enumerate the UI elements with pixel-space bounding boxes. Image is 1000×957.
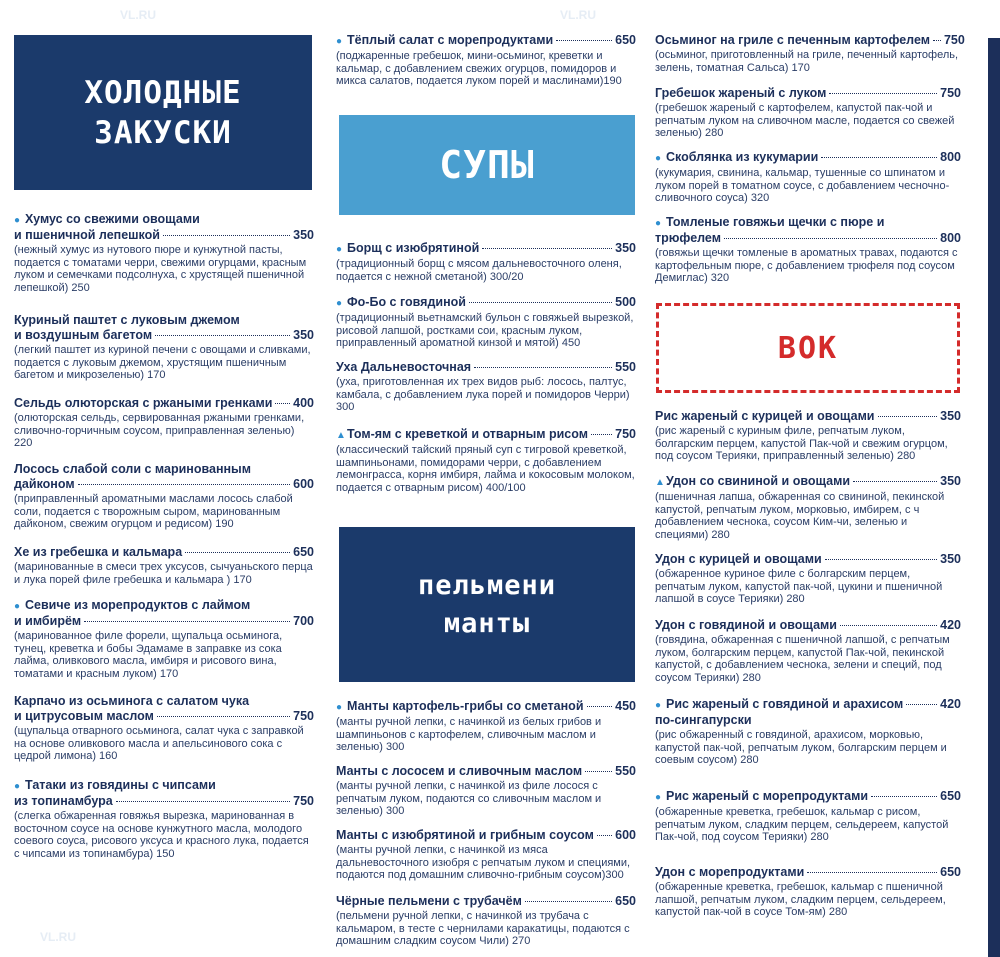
menu-item-description: (гребешок жареный с картофелем, капустой пак-чой и репчатым луком на сливочном масле, подается со свежей зеленью) 280 bbox=[655, 102, 955, 140]
menu-item-title bbox=[14, 598, 314, 614]
menu-item-price: 700 bbox=[293, 614, 314, 628]
banner-line: пельмени bbox=[417, 569, 557, 601]
menu-item-description: (обжаренное куриное филе с болгарским перцем, репчатым луком, капустой пак-чой, цукини и пшеничной лапшой в соусе Терияки) 280 bbox=[655, 568, 943, 606]
menu-item-description: (легкий паштет из куриной печени с овощами и сливками, подается с луковым джемом, хрустящим пшеничным багетом и микрозеленью) 170 bbox=[14, 344, 311, 382]
menu-item-description: (осьминог, приготовленный на гриле, печенный картофель, зелень, томатная Сальса) 170 bbox=[655, 49, 959, 74]
menu-item-name: Борщ с изюбрятиной bbox=[347, 241, 480, 255]
leader-dots bbox=[853, 481, 937, 482]
menu-item-row bbox=[655, 474, 961, 490]
leader-dots bbox=[807, 872, 937, 873]
menu-item-row bbox=[14, 709, 314, 724]
banner-line: ХОЛОДНЫЕ bbox=[84, 74, 242, 111]
menu-item-title bbox=[655, 215, 961, 231]
leader-dots bbox=[585, 771, 612, 772]
menu-item-price: 750 bbox=[293, 709, 314, 723]
menu-item-row bbox=[14, 396, 314, 411]
menu-item-name: Чёрные пельмени с трубачём bbox=[336, 894, 522, 908]
menu-item-row bbox=[336, 33, 636, 49]
menu-item-row bbox=[655, 552, 961, 567]
menu-item-description: (обжаренные креветка, гребешок, кальмар с рисом, репчатым луком, сладким перцем, сельдереем, капустой Пак-чой, под соусом Терияки) 280 bbox=[655, 806, 949, 844]
menu-item-description: (маринованные в смеси трех уксусов, сычуаньского перца и лука порей филе гребешка и кальмара ) 170 bbox=[14, 561, 313, 586]
menu-item-price: 800 bbox=[940, 231, 961, 245]
menu-item-row bbox=[14, 614, 314, 629]
leader-dots bbox=[906, 704, 937, 705]
menu-item-row bbox=[655, 618, 961, 633]
menu-item-row bbox=[14, 328, 314, 343]
leader-dots bbox=[469, 302, 612, 303]
banner-line: ВОК bbox=[777, 330, 839, 366]
menu-item-row bbox=[14, 794, 314, 809]
menu-item-name: и пшеничной лепешкой bbox=[14, 228, 160, 242]
leader-dots bbox=[525, 901, 612, 902]
chef-hat-icon: ● bbox=[655, 700, 662, 711]
menu-item-price: 420 bbox=[940, 697, 961, 711]
watermark: VL.RU bbox=[40, 930, 76, 944]
leader-dots bbox=[825, 559, 937, 560]
menu-item-description: (пшеничная лапша, обжаренная со свининой, пекинской капустой, репчатым луком, морковью, имбирем, с ч добавлением чеснока, соусом Ким-чи, зеленью и специями) 280 bbox=[655, 491, 945, 541]
menu-item-name: Удон с курицей и овощами bbox=[655, 552, 822, 566]
menu-item bbox=[655, 33, 965, 74]
menu-item-price: 650 bbox=[615, 33, 636, 47]
leader-dots bbox=[829, 93, 937, 94]
menu-item-name: Уха Дальневосточная bbox=[336, 360, 472, 374]
menu-item-name: Рис жареный с курицей и овощами bbox=[655, 409, 875, 423]
menu-item bbox=[336, 828, 636, 882]
menu-item-price: 350 bbox=[615, 241, 636, 255]
menu-item bbox=[655, 215, 961, 285]
chef-hat-icon: ● bbox=[336, 298, 343, 309]
menu-item-price: 350 bbox=[293, 228, 314, 242]
leader-dots bbox=[724, 238, 937, 239]
menu-item-row bbox=[655, 789, 961, 805]
chef-hat-icon: ● bbox=[14, 781, 21, 792]
leader-dots bbox=[871, 796, 937, 797]
menu-item-price: 750 bbox=[293, 794, 314, 808]
menu-item-price: 350 bbox=[940, 409, 961, 423]
menu-item bbox=[655, 618, 961, 684]
menu-item-row bbox=[655, 86, 961, 101]
menu-item-description: (классический тайский пряный суп с тигровой креветкой, шампиньонами, помидорами черри, с добавлением лемонграсса, корня имбиря, лайма и кокосовым молоком, подается с отварным рисом) 400/100 bbox=[336, 444, 635, 494]
menu-item-name: Манты с изюбрятиной и грибным соусом bbox=[336, 828, 594, 842]
menu-item-row bbox=[336, 828, 636, 843]
leader-dots bbox=[587, 706, 613, 707]
menu-item-price: 600 bbox=[293, 477, 314, 491]
menu-item bbox=[14, 313, 314, 382]
menu-item-description: (слегка обжаренная говяжья вырезка, маринованная в восточном соусе на основе кунжутного масла, молодого соевого соуса, рисового уксуса и красного лука, подается с чипсами из топинамбура) 150 bbox=[14, 810, 309, 860]
menu-item-description: (рис обжаренный с говядиной, арахисом, морковью, капустой пак-чой, репчатым луком, болгарским перцем и соевым соусом) 280 bbox=[655, 729, 947, 767]
menu-item-name: Рис жареный с морепродуктами bbox=[666, 789, 869, 803]
menu-item bbox=[655, 697, 961, 767]
menu-item-description: (пельмени ручной лепки, с начинкой из трубача с кальмаром, в тесте с чернилами каракатицы, подаются с домашним сладким соусом Чили) 270 bbox=[336, 910, 630, 948]
menu-item-price: 420 bbox=[940, 618, 961, 632]
menu-item-description: (говяжьи щечки томленые в ароматных травах, подаются с картофельным пюре, с добавлением трюфеля под соусом Демиглас) 320 bbox=[655, 247, 958, 285]
menu-item bbox=[336, 33, 636, 88]
menu-item bbox=[14, 545, 314, 586]
menu-item-name: Удон с морепродуктами bbox=[655, 865, 805, 879]
menu-item bbox=[336, 764, 636, 818]
menu-item-row bbox=[655, 231, 961, 246]
menu-item-title: Куриный паштет с луковым джемом bbox=[14, 313, 240, 327]
menu-item-description: (традиционный вьетнамский бульон с говяжьей вырезкой, рисовой лапшой, ростками сои, красным луком, приправленный ароматной кинзой и мятой) 450 bbox=[336, 312, 634, 350]
menu-item-row bbox=[336, 295, 636, 311]
menu-item-description: (рис жареный с куриным филе, репчатым луком, болгарским перцем, капустой Пак-чой и свежим огурцом, под соусом Терияки, приправленный зеленью) 280 bbox=[655, 425, 948, 463]
watermark: VL.RU bbox=[560, 8, 596, 22]
menu-item bbox=[336, 295, 636, 350]
menu-item-name: Тёплый салат с морепродуктами bbox=[347, 33, 554, 47]
menu-item-description: (манты ручной лепки, с начинкой из филе лосося с репчатым луком, подаются со сливочным маслом и зеленью) 300 bbox=[336, 780, 602, 818]
menu-item-title: по-сингапурски bbox=[655, 713, 752, 727]
menu-item-title: Карпачо из осьминога с салатом чука bbox=[14, 694, 250, 708]
leader-dots bbox=[474, 367, 612, 368]
menu-item-name: Манты с лососем и сливочным маслом bbox=[336, 764, 583, 778]
menu-item-row bbox=[336, 699, 636, 715]
menu-item-row bbox=[336, 427, 636, 443]
menu-item-title-text: Севиче из морепродуктов с лаймом bbox=[25, 598, 251, 612]
chef-hat-icon: ● bbox=[336, 36, 343, 47]
menu-item-row bbox=[655, 409, 961, 424]
leader-dots bbox=[591, 434, 612, 435]
menu-item bbox=[336, 699, 636, 754]
chef-hat-icon: ● bbox=[336, 244, 343, 255]
menu-item-description: (манты ручной лепки, с начинкой из мяса дальневосточного изюбря с репчатым луком и специями, подаются под домашним сливочно-грибным соусом)300 bbox=[336, 844, 631, 882]
leader-dots bbox=[157, 716, 290, 717]
menu-item-title: Лосось слабой соли с маринованным bbox=[14, 462, 251, 476]
menu-item-price: 550 bbox=[615, 360, 636, 374]
menu-item-price: 750 bbox=[615, 427, 636, 441]
chef-hat-icon: ● bbox=[655, 218, 662, 229]
chef-hat-icon: ● bbox=[14, 601, 21, 612]
section-banner-cold-starters bbox=[14, 35, 312, 190]
menu-item-price: 350 bbox=[940, 552, 961, 566]
menu-item-price: 500 bbox=[615, 295, 636, 309]
menu-item-name: Удон с говядиной и овощами bbox=[655, 618, 837, 632]
menu-item-name: Рис жареный с говядиной и арахисом bbox=[666, 697, 904, 711]
menu-item-description: (олюторская сельдь, сервированная ржаными гренками, сливочно-горчичным соусом, приправленная зеленью) 220 bbox=[14, 412, 305, 450]
spicy-icon: ▲ bbox=[655, 477, 665, 488]
leader-dots bbox=[840, 625, 937, 626]
menu-item bbox=[655, 789, 961, 844]
menu-item bbox=[336, 360, 636, 414]
menu-item-description: (традиционный борщ с мясом дальневосточного оленя, подается с нежной сметаной) 300/20 bbox=[336, 258, 622, 283]
menu-item-row bbox=[655, 33, 965, 48]
chef-hat-icon: ● bbox=[655, 792, 662, 803]
leader-dots bbox=[556, 40, 612, 41]
spicy-icon: ▲ bbox=[336, 430, 346, 441]
menu-item-name: Том-ям с креветкой и отварным рисом bbox=[347, 427, 588, 441]
menu-item-name: и имбирём bbox=[14, 614, 82, 628]
menu-item-description: (приправленный ароматными маслами лосось слабой соли, подается с творожным сыром, маринованным дайконом, свежим огурцом и редисом) 190 bbox=[14, 493, 293, 531]
menu-item bbox=[336, 241, 636, 283]
menu-item-title bbox=[14, 778, 314, 794]
chef-hat-icon: ● bbox=[655, 153, 662, 164]
banner-line: ЗАКУСКИ bbox=[94, 114, 232, 151]
menu-item-price: 350 bbox=[940, 474, 961, 488]
leader-dots bbox=[185, 552, 290, 553]
menu-item-title-text: Томленые говяжьи щечки с пюре и bbox=[666, 215, 885, 229]
leader-dots bbox=[78, 484, 291, 485]
menu-item-description: (маринованное филе форели, щупальца осьминога, тунец, креветка и бобы Эдамаме в заправке из сока лайма, оливкового масла, имбиря и рисового вина, томатами и красным луком) 170 bbox=[14, 630, 283, 680]
menu-item-name: Гребешок жареный с луком bbox=[655, 86, 827, 100]
banner-line: манты bbox=[443, 607, 531, 639]
leader-dots bbox=[116, 801, 290, 802]
menu-item-price: 450 bbox=[615, 699, 636, 713]
section-banner-wok bbox=[656, 303, 960, 393]
menu-item-price: 600 bbox=[615, 828, 636, 842]
menu-item-row bbox=[14, 545, 314, 560]
menu-item-row bbox=[336, 360, 636, 375]
right-edge-bar bbox=[988, 38, 1000, 957]
menu-item-description: (кукумария, свинина, кальмар, тушенные со шпинатом и луком порей в томатном соусе, с добавлением чесночно-сливочного соуса) 320 bbox=[655, 167, 950, 205]
menu-item-description: (манты ручной лепки, с начинкой из белых грибов и шампиньонов с картофелем, сливочным маслом и зеленью) 300 bbox=[336, 716, 602, 754]
menu-item-title-text: Хумус со свежими овощами bbox=[25, 212, 200, 226]
menu-item-row bbox=[14, 477, 314, 492]
menu-item-price: 650 bbox=[293, 545, 314, 559]
menu-item-name: Сельдь олюторская с ржаными гренками bbox=[14, 396, 273, 410]
chef-hat-icon: ● bbox=[336, 702, 343, 713]
menu-item-name: Хе из гребешка и кальмара bbox=[14, 545, 183, 559]
menu-item bbox=[655, 150, 961, 205]
menu-item-description: (поджаренные гребешок, мини-осьминог, креветки и кальмар, с добавлением свежих огурцов, помидоров и микса салатов, подается луком порей и маслинами)190 bbox=[336, 50, 622, 88]
menu-item-description: (говядина, обжаренная с пшеничной лапшой, с репчатым луком, болгарским перцем, капустой Пак-чой, пекинской капустой, с добавлением чеснока, зелени и специй, под соусом Терияки) 280 bbox=[655, 634, 950, 684]
menu-item-name: Осьминог на гриле с печенным картофелем bbox=[655, 33, 930, 47]
chef-hat-icon: ● bbox=[14, 215, 21, 226]
section-banner-dumplings bbox=[339, 527, 635, 682]
menu-item-name: Фо-Бо с говядиной bbox=[347, 295, 466, 309]
leader-dots bbox=[878, 416, 938, 417]
leader-dots bbox=[597, 835, 612, 836]
menu-item-row bbox=[14, 228, 314, 243]
menu-item-price: 750 bbox=[940, 86, 961, 100]
menu-item-description: (обжаренные креветка, гребешок, кальмар с пшеничной лапшой, репчатым луком, сладким перцем, сельдереем, капустой пак-чой в соусе Том-ям) 280 bbox=[655, 881, 946, 919]
menu-item-name: и воздушным багетом bbox=[14, 328, 153, 342]
menu-item-row bbox=[336, 764, 636, 779]
leader-dots bbox=[821, 157, 937, 158]
menu-item-name: дайконом bbox=[14, 477, 75, 491]
menu-item bbox=[14, 462, 314, 531]
leader-dots bbox=[482, 248, 612, 249]
leader-dots bbox=[155, 335, 290, 336]
menu-item bbox=[655, 865, 961, 919]
menu-item-price: 650 bbox=[615, 894, 636, 908]
menu-item bbox=[14, 598, 314, 680]
menu-item-price: 800 bbox=[940, 150, 961, 164]
menu-item-name: Манты картофель-грибы со сметаной bbox=[347, 699, 584, 713]
menu-item-description: (нежный хумус из нутового пюре и кунжутной пасты, подается с томатами черри, свежими огурцами, красным луком и семечками подсолнуха, с хрустящей пшеничной лепешкой) 250 bbox=[14, 244, 307, 294]
menu-item-row bbox=[336, 241, 636, 257]
leader-dots bbox=[933, 40, 941, 41]
leader-dots bbox=[163, 235, 290, 236]
menu-item bbox=[14, 778, 314, 860]
menu-item-description: (щупальца отварного осьминога, салат чука с заправкой на основе оливкового масла и апельсинового сока с цедрой лимона) 160 bbox=[14, 725, 304, 763]
menu-item bbox=[14, 396, 314, 450]
menu-item bbox=[655, 552, 961, 606]
menu-item-title bbox=[14, 212, 314, 228]
watermark: VL.RU bbox=[120, 8, 156, 22]
menu-item-row bbox=[655, 865, 961, 880]
section-banner-soups bbox=[339, 115, 635, 215]
menu-item-description: (уха, приготовленная их трех видов рыб: лосось, палтус, камбала, с добавлением лука порей и помидоров Черри) 300 bbox=[336, 376, 630, 414]
menu-item-row bbox=[655, 697, 961, 713]
menu-item bbox=[655, 409, 961, 463]
menu-item-price: 400 bbox=[293, 396, 314, 410]
menu-item-row bbox=[655, 150, 961, 166]
menu-item bbox=[14, 212, 314, 294]
menu-item-name: из топинамбура bbox=[14, 794, 113, 808]
menu-item-price: 650 bbox=[940, 865, 961, 879]
menu-item-name: Скоблянка из кукумарии bbox=[666, 150, 819, 164]
leader-dots bbox=[84, 621, 290, 622]
menu-item bbox=[655, 474, 961, 541]
menu-item-name: Удон со свининой и овощами bbox=[666, 474, 851, 488]
menu-item bbox=[14, 694, 314, 763]
banner-line: СУПЫ bbox=[439, 143, 535, 187]
menu-item bbox=[336, 894, 636, 948]
menu-item bbox=[655, 86, 961, 140]
menu-item-name: трюфелем bbox=[655, 231, 721, 245]
menu-item bbox=[336, 427, 636, 494]
menu-item-price: 650 bbox=[940, 789, 961, 803]
menu-item-name: и цитрусовым маслом bbox=[14, 709, 154, 723]
menu-item-row bbox=[336, 894, 636, 909]
leader-dots bbox=[275, 403, 290, 404]
menu-item-price: 350 bbox=[293, 328, 314, 342]
menu-item-price: 550 bbox=[615, 764, 636, 778]
menu-item-title-text: Татаки из говядины с чипсами bbox=[25, 778, 216, 792]
menu-item-price: 750 bbox=[943, 33, 965, 47]
